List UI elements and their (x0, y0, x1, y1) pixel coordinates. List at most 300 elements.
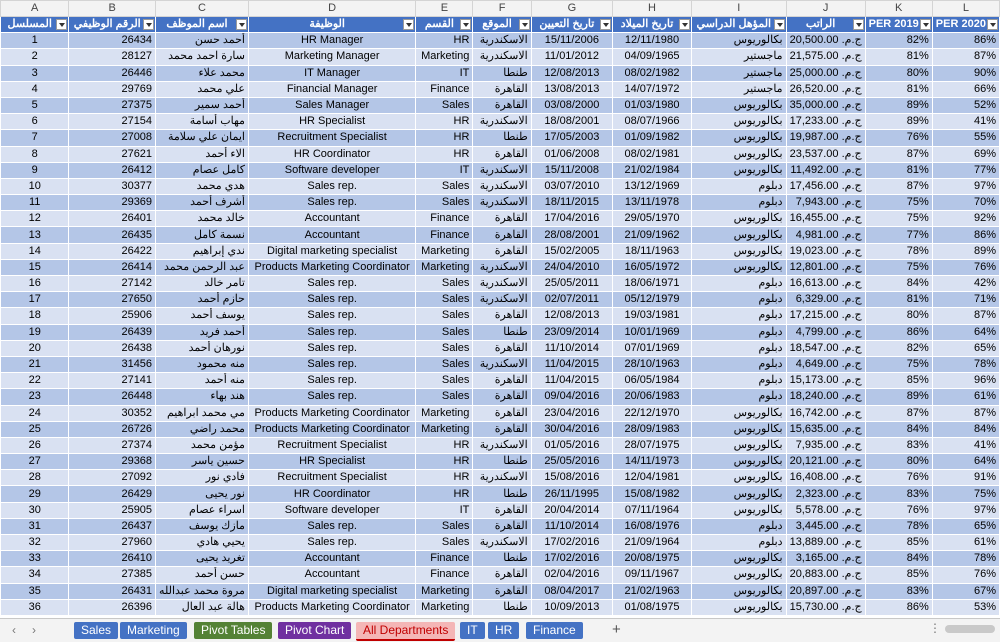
table-cell[interactable]: دبلوم (692, 373, 787, 389)
table-cell[interactable]: 25/05/2016 (531, 454, 612, 470)
table-cell[interactable]: 81% (865, 162, 932, 178)
table-cell[interactable]: ماجستير (692, 81, 787, 97)
table-cell[interactable]: ج.م. 20,883.00 (786, 567, 865, 583)
table-cell[interactable]: نسمة كامل (156, 227, 249, 243)
table-cell[interactable]: دبلوم (692, 308, 787, 324)
table-cell[interactable]: دبلوم (692, 195, 787, 211)
filter-dropdown-icon[interactable] (600, 19, 611, 30)
table-cell[interactable]: 41% (932, 437, 999, 453)
column-letter[interactable]: E (416, 1, 473, 17)
table-cell[interactable]: نورهان أحمد (156, 340, 249, 356)
table-cell[interactable]: 12/08/2013 (531, 308, 612, 324)
table-cell[interactable]: دبلوم (692, 178, 787, 194)
tab-next-arrow-icon[interactable]: › (32, 623, 36, 637)
table-cell[interactable]: Accountant (248, 227, 415, 243)
table-cell[interactable]: 01/09/1982 (612, 130, 691, 146)
table-cell[interactable]: 26448 (69, 389, 156, 405)
table-cell[interactable]: 75% (865, 356, 932, 372)
table-cell[interactable]: ج.م. 4,981.00 (786, 227, 865, 243)
table-cell[interactable]: Products Marketing Coordinator (248, 599, 415, 615)
table-cell[interactable]: ج.م. 23,537.00 (786, 146, 865, 162)
table-cell[interactable]: القاهرة (473, 502, 531, 518)
table-cell[interactable]: 87% (865, 146, 932, 162)
table-cell[interactable]: Sales (416, 373, 473, 389)
table-cell[interactable]: أحمد حسن (156, 33, 249, 49)
table-cell[interactable]: Sales rep. (248, 324, 415, 340)
table-cell[interactable]: علي محمد (156, 81, 249, 97)
table-cell[interactable]: 26439 (69, 324, 156, 340)
table-cell[interactable]: 75% (865, 259, 932, 275)
table-cell[interactable]: ج.م. 17,233.00 (786, 114, 865, 130)
filter-dropdown-icon[interactable] (679, 19, 690, 30)
table-cell[interactable]: 84% (865, 421, 932, 437)
table-cell[interactable]: 27650 (69, 292, 156, 308)
table-cell[interactable]: بكالوريوس (692, 583, 787, 599)
table-cell[interactable]: 11/04/2015 (531, 356, 612, 372)
sheet-tab[interactable]: Finance (526, 622, 583, 639)
table-cell[interactable]: 21/09/1964 (612, 535, 691, 551)
table-cell[interactable]: ج.م. 16,613.00 (786, 276, 865, 292)
table-cell[interactable]: ج.م. 7,943.00 (786, 195, 865, 211)
table-cell[interactable]: 21/09/1962 (612, 227, 691, 243)
table-cell[interactable]: 89% (865, 389, 932, 405)
table-cell[interactable]: 17/05/2003 (531, 130, 612, 146)
table-cell[interactable]: Sales rep. (248, 195, 415, 211)
table-cell[interactable]: 64% (932, 454, 999, 470)
table-cell[interactable]: HR Specialist (248, 114, 415, 130)
table-cell[interactable]: 19 (1, 324, 69, 340)
table-cell[interactable]: 87% (865, 405, 932, 421)
table-cell[interactable]: 87% (932, 49, 999, 65)
table-cell[interactable]: بكالوريوس (692, 421, 787, 437)
table-cell[interactable]: 85% (865, 373, 932, 389)
table-cell[interactable]: 80% (865, 65, 932, 81)
table-cell[interactable]: 65% (932, 518, 999, 534)
table-cell[interactable]: IT (416, 162, 473, 178)
table-cell[interactable]: ج.م. 13,889.00 (786, 535, 865, 551)
table-cell[interactable]: 27621 (69, 146, 156, 162)
table-cell[interactable]: 4 (1, 81, 69, 97)
table-cell[interactable]: طنطا (473, 599, 531, 615)
table-cell[interactable]: Accountant (248, 567, 415, 583)
table-cell[interactable]: HR Specialist (248, 454, 415, 470)
table-cell[interactable]: بكالوريوس (692, 227, 787, 243)
table-cell[interactable]: 15 (1, 259, 69, 275)
table-cell[interactable]: 09/11/1967 (612, 567, 691, 583)
table-cell[interactable]: IT Manager (248, 65, 415, 81)
table-cell[interactable]: الاسكندرية (473, 33, 531, 49)
filter-dropdown-icon[interactable] (920, 19, 931, 30)
table-cell[interactable]: ج.م. 7,935.00 (786, 437, 865, 453)
table-cell[interactable]: بكالوريوس (692, 243, 787, 259)
table-cell[interactable]: مروة محمد عبدالله (156, 583, 249, 599)
table-cell[interactable]: الاء أحمد (156, 146, 249, 162)
table-cell[interactable]: HR (416, 470, 473, 486)
table-cell[interactable]: بكالوريوس (692, 259, 787, 275)
table-cell[interactable]: 12/11/1980 (612, 33, 691, 49)
table-cell[interactable]: 26414 (69, 259, 156, 275)
table-cell[interactable]: 15/08/2016 (531, 470, 612, 486)
table-cell[interactable]: ج.م. 20,121.00 (786, 454, 865, 470)
table-cell[interactable]: بكالوريوس (692, 130, 787, 146)
table-cell[interactable]: 25/05/2011 (531, 276, 612, 292)
table-cell[interactable]: Finance (416, 227, 473, 243)
table-cell[interactable]: 97% (932, 502, 999, 518)
table-cell[interactable]: الاسكندرية (473, 178, 531, 194)
table-cell[interactable]: القاهرة (473, 405, 531, 421)
table-cell[interactable]: منه أحمد (156, 373, 249, 389)
table-cell[interactable]: 69% (932, 146, 999, 162)
column-letter[interactable]: I (692, 1, 787, 17)
table-cell[interactable]: HR (416, 486, 473, 502)
table-cell[interactable]: دبلوم (692, 276, 787, 292)
table-cell[interactable]: 70% (932, 195, 999, 211)
table-cell[interactable]: ج.م. 20,500.00 (786, 33, 865, 49)
table-cell[interactable]: 33 (1, 551, 69, 567)
table-cell[interactable]: 26412 (69, 162, 156, 178)
table-cell[interactable]: القاهرة (473, 81, 531, 97)
table-cell[interactable]: Marketing (416, 243, 473, 259)
table-cell[interactable]: 11/01/2012 (531, 49, 612, 65)
table-cell[interactable]: مهاب أسامة (156, 114, 249, 130)
table-cell[interactable]: 26429 (69, 486, 156, 502)
table-cell[interactable]: 86% (932, 33, 999, 49)
table-cell[interactable]: HR (416, 146, 473, 162)
table-cell[interactable]: 35 (1, 583, 69, 599)
table-cell[interactable]: 11/10/2014 (531, 340, 612, 356)
table-cell[interactable]: بكالوريوس (692, 502, 787, 518)
table-cell[interactable]: 18/11/1963 (612, 243, 691, 259)
table-cell[interactable]: 28127 (69, 49, 156, 65)
table-cell[interactable]: بكالوريوس (692, 551, 787, 567)
table-cell[interactable]: Marketing (416, 421, 473, 437)
table-cell[interactable]: ج.م. 16,408.00 (786, 470, 865, 486)
table-cell[interactable]: بكالوريوس (692, 405, 787, 421)
table-cell[interactable]: 10/01/1969 (612, 324, 691, 340)
table-cell[interactable]: ج.م. 16,455.00 (786, 211, 865, 227)
table-cell[interactable]: 2 (1, 49, 69, 65)
table-cell[interactable]: 24/04/2010 (531, 259, 612, 275)
filter-dropdown-icon[interactable] (403, 19, 414, 30)
table-cell[interactable]: 83% (865, 486, 932, 502)
table-cell[interactable]: 01/06/2008 (531, 146, 612, 162)
table-cell[interactable]: ندي إبراهيم (156, 243, 249, 259)
sheet-tab[interactable]: Pivot Chart (278, 622, 351, 639)
table-cell[interactable]: 07/01/1969 (612, 340, 691, 356)
table-cell[interactable]: بكالوريوس (692, 97, 787, 113)
table-cell[interactable]: HR (416, 114, 473, 130)
table-cell[interactable]: Accountant (248, 551, 415, 567)
table-cell[interactable]: 02/04/2016 (531, 567, 612, 583)
table-cell[interactable]: 13/11/1978 (612, 195, 691, 211)
table-cell[interactable]: 84% (932, 421, 999, 437)
table-cell[interactable]: دبلوم (692, 356, 787, 372)
table-cell[interactable]: 08/07/1966 (612, 114, 691, 130)
table-cell[interactable]: 14/11/1973 (612, 454, 691, 470)
table-cell[interactable]: يوسف أحمد (156, 308, 249, 324)
tab-prev-arrow-icon[interactable]: ‹ (12, 623, 16, 637)
table-cell[interactable]: دبلوم (692, 535, 787, 551)
table-cell[interactable]: 28 (1, 470, 69, 486)
table-cell[interactable]: 84% (865, 276, 932, 292)
table-cell[interactable]: 28/08/2001 (531, 227, 612, 243)
table-cell[interactable]: 8 (1, 146, 69, 162)
table-cell[interactable]: 76% (865, 130, 932, 146)
table-cell[interactable]: 22/12/1970 (612, 405, 691, 421)
table-cell[interactable]: 13 (1, 227, 69, 243)
table-cell[interactable]: فادي نور (156, 470, 249, 486)
table-cell[interactable]: Sales (416, 308, 473, 324)
table-cell[interactable]: 27141 (69, 373, 156, 389)
table-cell[interactable]: ج.م. 21,575.00 (786, 49, 865, 65)
table-cell[interactable]: 3 (1, 65, 69, 81)
table-cell[interactable]: 19/03/1981 (612, 308, 691, 324)
table-cell[interactable]: بكالوريوس (692, 486, 787, 502)
column-letter[interactable]: D (248, 1, 415, 17)
table-cell[interactable]: 20 (1, 340, 69, 356)
table-cell[interactable]: القاهرة (473, 389, 531, 405)
column-letter[interactable]: F (473, 1, 531, 17)
table-cell[interactable]: 82% (865, 340, 932, 356)
table-cell[interactable]: 23 (1, 389, 69, 405)
table-cell[interactable]: Marketing (416, 259, 473, 275)
table-cell[interactable]: ج.م. 17,456.00 (786, 178, 865, 194)
table-cell[interactable]: القاهرة (473, 373, 531, 389)
table-cell[interactable]: 27374 (69, 437, 156, 453)
table-cell[interactable]: 96% (932, 373, 999, 389)
table-cell[interactable]: Finance (416, 551, 473, 567)
table-cell[interactable]: الاسكندرية (473, 114, 531, 130)
table-cell[interactable]: 80% (865, 308, 932, 324)
table-cell[interactable]: 52% (932, 97, 999, 113)
table-cell[interactable]: حسين ياسر (156, 454, 249, 470)
table-cell[interactable]: الاسكندرية (473, 195, 531, 211)
table-cell[interactable]: محمد علاء (156, 65, 249, 81)
table-cell[interactable]: 78% (932, 356, 999, 372)
table-cell[interactable]: Finance (416, 81, 473, 97)
table-cell[interactable]: مؤمن محمد (156, 437, 249, 453)
table-cell[interactable]: 76% (865, 470, 932, 486)
table-cell[interactable]: HR Coordinator (248, 486, 415, 502)
table-cell[interactable]: 13/08/2013 (531, 81, 612, 97)
table-cell[interactable]: 89% (865, 114, 932, 130)
table-cell[interactable]: 1 (1, 33, 69, 49)
table-cell[interactable]: 26446 (69, 65, 156, 81)
sheet-tab[interactable]: Sales (74, 622, 118, 639)
table-cell[interactable]: Sales rep. (248, 308, 415, 324)
table-cell[interactable]: Sales rep. (248, 356, 415, 372)
table-cell[interactable]: Sales rep. (248, 535, 415, 551)
horizontal-scrollbar[interactable] (945, 625, 995, 633)
table-cell[interactable]: ج.م. 16,742.00 (786, 405, 865, 421)
table-cell[interactable]: تامر خالد (156, 276, 249, 292)
table-cell[interactable]: ج.م. 20,897.00 (786, 583, 865, 599)
table-cell[interactable]: يحيي هادي (156, 535, 249, 551)
table-cell[interactable]: 18/06/1971 (612, 276, 691, 292)
table-cell[interactable]: 75% (865, 211, 932, 227)
table-cell[interactable]: 01/03/1980 (612, 97, 691, 113)
table-cell[interactable]: 25 (1, 421, 69, 437)
table-cell[interactable]: بكالوريوس (692, 567, 787, 583)
table-cell[interactable]: 27142 (69, 276, 156, 292)
table-cell[interactable]: سارة احمد محمد (156, 49, 249, 65)
table-cell[interactable]: 10 (1, 178, 69, 194)
table-cell[interactable]: 23/04/2016 (531, 405, 612, 421)
table-cell[interactable]: 03/07/2010 (531, 178, 612, 194)
table-cell[interactable]: Accountant (248, 211, 415, 227)
table-cell[interactable]: 18 (1, 308, 69, 324)
table-cell[interactable]: Marketing (416, 405, 473, 421)
table-cell[interactable]: 15/08/1982 (612, 486, 691, 502)
table-cell[interactable]: Sales rep. (248, 389, 415, 405)
table-cell[interactable]: 78% (932, 551, 999, 567)
table-cell[interactable]: هالة عبد العال (156, 599, 249, 615)
table-cell[interactable]: دبلوم (692, 292, 787, 308)
table-cell[interactable]: ج.م. 17,215.00 (786, 308, 865, 324)
table-cell[interactable]: 92% (932, 211, 999, 227)
table-cell[interactable]: القاهرة (473, 421, 531, 437)
table-cell[interactable]: القاهرة (473, 583, 531, 599)
column-letter[interactable]: H (612, 1, 691, 17)
table-cell[interactable]: 27154 (69, 114, 156, 130)
table-cell[interactable]: 27008 (69, 130, 156, 146)
table-cell[interactable]: Sales (416, 535, 473, 551)
table-cell[interactable]: IT (416, 65, 473, 81)
table-cell[interactable]: ج.م. 26,520.00 (786, 81, 865, 97)
table-cell[interactable]: 28/10/1963 (612, 356, 691, 372)
table-cell[interactable]: 30377 (69, 178, 156, 194)
table-cell[interactable]: 83% (865, 437, 932, 453)
table-cell[interactable]: 17/02/2016 (531, 551, 612, 567)
table-cell[interactable]: 82% (865, 33, 932, 49)
table-cell[interactable]: ج.م. 15,173.00 (786, 373, 865, 389)
table-cell[interactable]: 90% (932, 65, 999, 81)
table-cell[interactable]: 14/07/1972 (612, 81, 691, 97)
table-cell[interactable]: 03/08/2000 (531, 97, 612, 113)
table-cell[interactable]: بكالوريوس (692, 211, 787, 227)
table-cell[interactable]: 12/08/2013 (531, 65, 612, 81)
table-cell[interactable]: 26422 (69, 243, 156, 259)
table-cell[interactable]: Sales rep. (248, 340, 415, 356)
table-cell[interactable]: Marketing (416, 599, 473, 615)
table-cell[interactable]: 26726 (69, 421, 156, 437)
sheet-tab[interactable]: IT (460, 622, 485, 639)
table-cell[interactable]: 86% (932, 227, 999, 243)
table-cell[interactable]: القاهرة (473, 340, 531, 356)
table-cell[interactable]: القاهرة (473, 227, 531, 243)
table-cell[interactable]: 11/04/2015 (531, 373, 612, 389)
table-cell[interactable]: 26435 (69, 227, 156, 243)
table-cell[interactable]: 81% (865, 292, 932, 308)
table-cell[interactable]: القاهرة (473, 243, 531, 259)
table-cell[interactable]: Sales (416, 178, 473, 194)
table-cell[interactable]: بكالوريوس (692, 162, 787, 178)
table-cell[interactable]: القاهرة (473, 211, 531, 227)
table-cell[interactable]: Software developer (248, 502, 415, 518)
table-cell[interactable]: 78% (865, 243, 932, 259)
table-cell[interactable]: HR Coordinator (248, 146, 415, 162)
table-cell[interactable]: 17 (1, 292, 69, 308)
table-cell[interactable]: 08/02/1982 (612, 65, 691, 81)
table-cell[interactable]: طنطا (473, 324, 531, 340)
table-cell[interactable]: الاسكندرية (473, 437, 531, 453)
table-cell[interactable]: طنطا (473, 454, 531, 470)
table-cell[interactable]: 01/08/1975 (612, 599, 691, 615)
table-cell[interactable]: 80% (865, 454, 932, 470)
table-cell[interactable]: HR (416, 454, 473, 470)
table-cell[interactable]: Marketing (416, 583, 473, 599)
table-cell[interactable]: Products Marketing Coordinator (248, 259, 415, 275)
table-cell[interactable]: IT (416, 502, 473, 518)
table-cell[interactable]: 28/07/1975 (612, 437, 691, 453)
table-cell[interactable]: Products Marketing Coordinator (248, 405, 415, 421)
table-cell[interactable]: Sales (416, 340, 473, 356)
table-cell[interactable]: Sales (416, 292, 473, 308)
filter-dropdown-icon[interactable] (519, 19, 530, 30)
table-cell[interactable]: 91% (932, 470, 999, 486)
table-cell[interactable]: 67% (932, 583, 999, 599)
sheet-tab[interactable]: All Departments (356, 622, 455, 641)
table-cell[interactable]: Software developer (248, 162, 415, 178)
table-cell[interactable]: هند بهاء (156, 389, 249, 405)
table-cell[interactable]: بكالوريوس (692, 114, 787, 130)
table-cell[interactable]: 07/11/1964 (612, 502, 691, 518)
table-cell[interactable]: ج.م. 11,492.00 (786, 162, 865, 178)
table-cell[interactable]: 15/11/2008 (531, 162, 612, 178)
table-cell[interactable]: طنطا (473, 130, 531, 146)
table-cell[interactable]: 24 (1, 405, 69, 421)
table-cell[interactable]: بكالوريوس (692, 470, 787, 486)
table-cell[interactable]: نور يحيى (156, 486, 249, 502)
table-cell[interactable]: عبد الرحمن محمد (156, 259, 249, 275)
filter-dropdown-icon[interactable] (853, 19, 864, 30)
table-cell[interactable]: Sales rep. (248, 518, 415, 534)
table-cell[interactable]: ج.م. 19,987.00 (786, 130, 865, 146)
table-cell[interactable]: 53% (932, 599, 999, 615)
table-cell[interactable]: 06/05/1984 (612, 373, 691, 389)
table-cell[interactable]: الاسكندرية (473, 276, 531, 292)
table-cell[interactable]: 14 (1, 243, 69, 259)
table-cell[interactable]: ج.م. 15,635.00 (786, 421, 865, 437)
table-cell[interactable]: 86% (865, 324, 932, 340)
table-cell[interactable]: 12 (1, 211, 69, 227)
table-cell[interactable]: 04/09/1965 (612, 49, 691, 65)
table-cell[interactable]: 7 (1, 130, 69, 146)
table-cell[interactable]: 16/05/1972 (612, 259, 691, 275)
table-cell[interactable]: Sales (416, 195, 473, 211)
table-cell[interactable]: ايمان علي سلامة (156, 130, 249, 146)
table-cell[interactable]: 12/04/1981 (612, 470, 691, 486)
sheet-tab[interactable]: Pivot Tables (194, 622, 272, 639)
table-cell[interactable]: Sales rep. (248, 292, 415, 308)
table-cell[interactable]: Sales (416, 324, 473, 340)
table-cell[interactable]: القاهرة (473, 146, 531, 162)
table-cell[interactable]: 21/02/1984 (612, 162, 691, 178)
table-cell[interactable]: Digital marketing specialist (248, 583, 415, 599)
table-cell[interactable]: 30352 (69, 405, 156, 421)
add-sheet-icon[interactable]: + (612, 621, 621, 638)
table-cell[interactable]: خالد محمد (156, 211, 249, 227)
table-cell[interactable]: ج.م. 6,329.00 (786, 292, 865, 308)
table-cell[interactable]: 17/02/2016 (531, 535, 612, 551)
table-cell[interactable]: 29368 (69, 454, 156, 470)
table-cell[interactable]: 29 (1, 486, 69, 502)
table-cell[interactable]: الاسكندرية (473, 356, 531, 372)
table-cell[interactable]: ماجستير (692, 65, 787, 81)
table-cell[interactable]: 66% (932, 81, 999, 97)
table-cell[interactable]: 86% (865, 599, 932, 615)
table-cell[interactable]: 61% (932, 535, 999, 551)
